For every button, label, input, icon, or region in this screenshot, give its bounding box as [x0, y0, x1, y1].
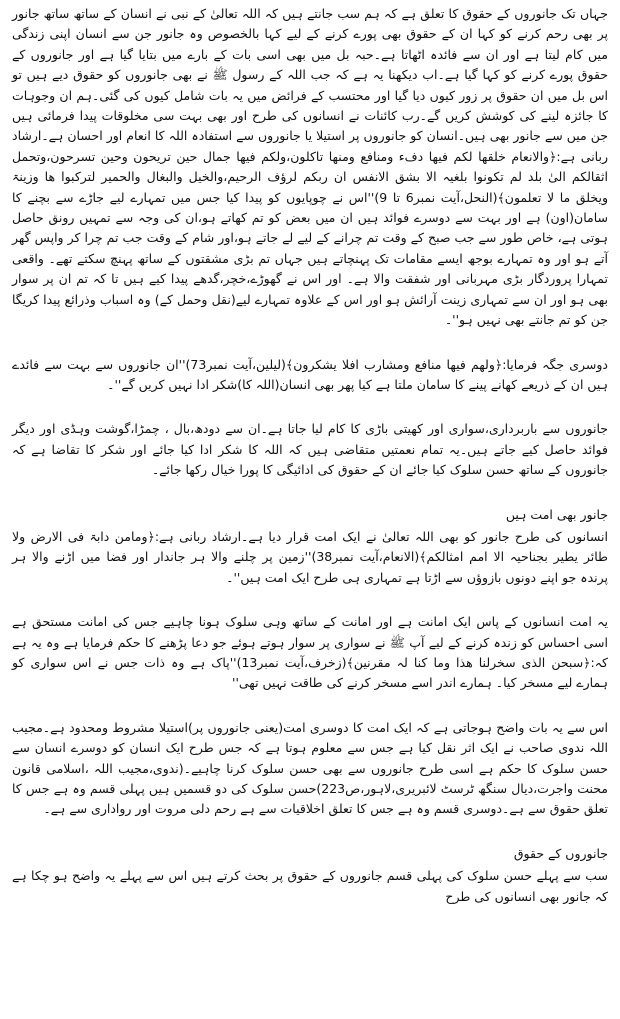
paragraph-animal-uses: جانوروں سے باربرداری،سواری اور کھیتی باڑی کا کام لیا جاتا ہے۔ان سے دودھ،بال ، چمڑا،گوشت وہڈی اور دیگر فوائد حاصل کیے جاتے ہیں۔یہ تمام نعمتیں متقاضی ہیں کہ اللہ کا شکر ادا کیا جائے اور شکر کا تقاضا ہے کہ جانوروں کے ساتھ حسن سلوک کیا جائے ان کے حقوق کی ادائیگی کا پورا خیال رکھا جائے۔: [12, 421, 608, 478]
paragraph-intro: جہاں تک جانوروں کے حقوق کا تعلق ہے کہ ہم سب جانتے ہیں کہ اللہ تعالیٰ کے نبی نے انسان کے ساتھ ساتھ جانور پر بھی رحم کرنے کو کہا ان کے حقوق بھی پورے کرنے کے لیے کہا بالخصوص وہ جانور جن سے انسان اپنی زندگی میں کام لیتا ہے اور ان سے فائدہ اٹھاتا ہے۔حبہ بل میں بھی اسی بات کے بارے میں بتایا گیا ہے اور جانوروں کے حقوق پورے کرنے کو کہا گیا ہے۔اب دیکھنا یہ ہے کہ جب اللہ کے رسول ﷺ نے بھی جانوروں کو حقوق دیے ہیں تو اس بل میں ان حقوق پر زور کیوں دیا گیا اور محتسب کے فرائض میں یہ بات شامل کیوں کی گئی۔ہم ان وجوہات کا جائزہ لینے کی کوشش کریں گے۔رب کائنات نے انسانوں کی طرح اور بھی بہت سی مخلوقات پیدا فرمائی ہیں جن میں سے جانور بھی ہیں۔انسان کو جانوروں پر استیلا یا جانوروں سے استفادہ اللہ کا انعام اور احسان ہے۔ارشاد ربانی ہے:﴿والانعام خلقھا لکم فیھا دفء ومنافع ومنھا تاکلون،ولکم فیھا جمال حین تریحون وحین تسرحون،وتحمل اثقالکم الیٰ بلد لم تکونوا بلغیہ الا بشق الانفس ان ربکم لرؤف الرحیم،والخیل والبغال والحمیر لترکبوا ھا وزینۃ ویخلق ما لا تعلمون﴾(النحل،آیت نمبر6 تا 9)''اس نے چوپایوں کو پیدا کیا جس میں تمہارے لیے جاڑے سے بچنے کا سامان(اون) ہے اور بہت سے دوسرے فوائد ہیں ان میں بعض کو تم کھاتے ہو،ان کی وجہ سے تمہیں رونق حاصل ہوتی ہے، خاص طور سے جب صبح کے وقت تم چرانے کے لیے لے جاتے ہو،اور شام کے وقت جب تم چرا کر واپس گھر آتے ہو اور وہ تمہارے بوجھ ایسے مقامات تک پہنچاتے ہیں جہاں تم بڑی مشقتوں کے ساتھ پہنچ سکتے تھے۔ واقعی تمہارا پروردگار بڑی مہربانی اور شفقت والا ہے۔ اور اس نے گھوڑے،خچر،گدھے پیدا کیے ہیں تا کہ تم ان پر سوار بھی ہو اور ان سے تمہاری زینت آرائش ہو اور اس کے علاوہ تمہارے لیے(نقل وحمل کے) وہ اسباب وذرائع پیدا کریگا جن کو تم جانتے بھی نہیں ہو''۔: [12, 6, 609, 328]
paragraph-good-conduct: اس سے یہ بات واضح ہوجاتی ہے کہ ایک امت کا دوسری امت(یعنی جانوروں پر)استیلا مشروط ومحدود ہے۔مجیب اللہ ندوی صاحب نے ایک اثر نقل کیا ہے جس سے معلوم ہوتا ہے کہ جس طرح ایک انسان کو دوسرے انسان سے حسن سلوک کا حکم ہے اسی طرح جانوروں سے بھی حسن سلوک کرنا چاہیے۔(ندوی،مجیب اللہ ،اسلامی قانون محنت واجرت،دیال سنگھ ٹرسٹ لائبریری،لاہور،ص223)حسن سلوک کی دو قسمیں ہیں پہلی قسم وہ ہے جس کا تعلق حقوق سے ہے۔دوسری قسم وہ ہے جس کا تعلق اخلاقیات سے ہے رحم دلی مروت اور رواداری سے ہے۔: [12, 719, 609, 817]
section-heading-rights: جانوروں کے حقوق: [513, 845, 608, 861]
paragraph-cut-off: سب سے پہلے حسن سلوک کی پہلی قسم جانوروں کے حقوق پر بحث کرتے ہیں اس سے پہلے یہ واضح ہو چکا ہے کہ جانور بھی انسانوں کی طرح: [12, 868, 608, 904]
section-heading-ummah: جانور بھی امت ہیں: [505, 506, 608, 522]
paragraph-animals-ummah: انسانوں کی طرح جانور کو بھی اللہ تعالیٰ نے ایک امت قرار دیا ہے۔ارشاد ربانی ہے:﴿ومامن دابۃ فی الارض ولا طائر یطیر بجناحیہ الا امم امثالکم﴾(الانعام،آیت نمبر38)''زمین پر چلنے والا ہر جاندار اور فضا میں اڑنے والا ہر پرندہ جو اپنے دونوں بازوؤں سے اڑتا ہے تمہاری ہی طرح ایک امت ہیں''۔: [12, 528, 608, 585]
paragraph-second-verse: دوسری جگہ فرمایا:﴿ولھم فیھا منافع ومشارب افلا یشکرون﴾(لیلین،آیت نمبر73)''ان جانوروں سے بہت سے فائدے ہیں ان کے ذریعے کھانے پینے کا سامان ملتا ہے کیا پھر بھی انسان(اللہ کا)شکر ادا نہیں کریں گے''۔: [12, 356, 608, 392]
paragraph-trust: یہ امت انسانوں کے پاس ایک امانت ہے اور امانت کے ساتھ وہی سلوک ہونا چاہیے جس کی امانت مستحق ہے اسی احساس کو زندہ کرنے کے لیے آپ ﷺ نے سواری پر سوار ہوتے ہوئے جو دعا پڑھنے کا حکم فرمایا ہے وہ یہ ہے کہ:﴿سبحن الذی سخرلنا ھذا وما کنا لہ مقرنین﴾(زخرف،آیت نمبر13)''پاک ہے وہ ذات جس نے اس سواری کو ہمارے لیے مسخر کیا۔ ہمارے اندر اسے مسخر کرنے کی طاقت نہیں تھی'': [12, 614, 608, 691]
